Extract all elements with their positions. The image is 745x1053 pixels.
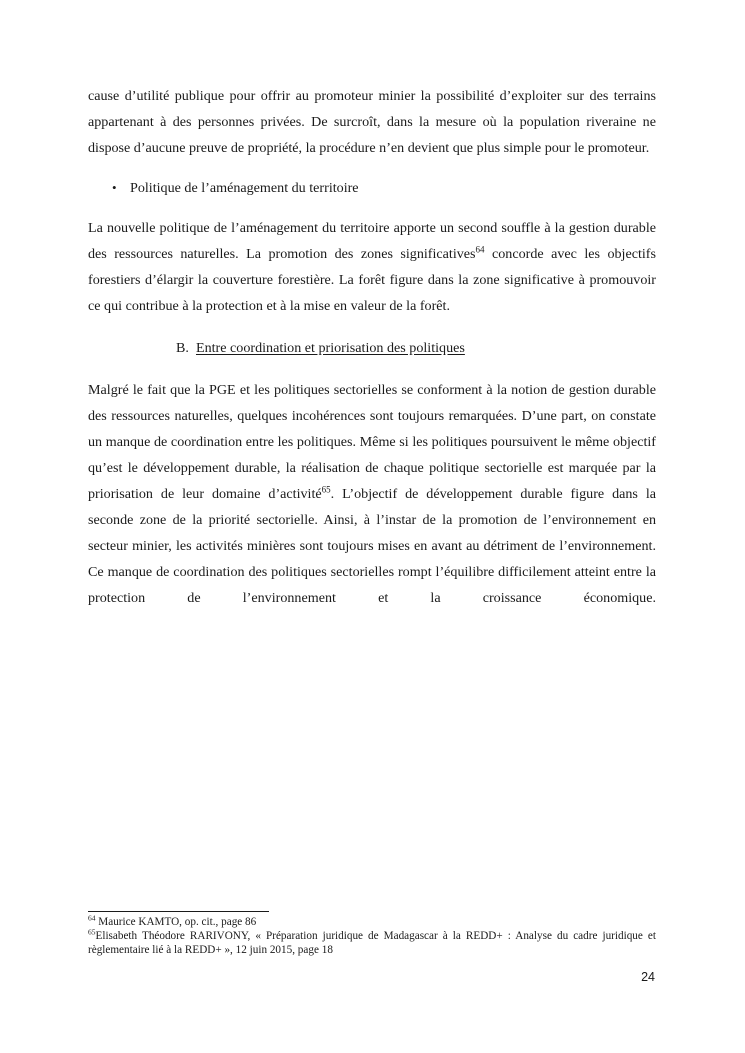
spacer [88,161,656,175]
spacer [88,201,656,215]
footnote-number: 65 [88,927,96,937]
spacer [88,319,656,335]
section-heading-title: Entre coordination et priorisation des politiques [195,340,465,356]
footnote-text: Elisabeth Théodore RARIVONY, « Préparation juridique de Madagascar à la REDD+ : Analyse du cadre juridique et règlementaire lié à la REDD+ », 12 juin 2015, page 18 [88,930,656,956]
paragraph-expropriation: cause d’utilité publique pour offrir au promoteur minier la possibilité d’exploiter sur des terrains appartenant à des personnes privées. De surcroît, dans la mesure où la population riveraine ne dispose d’aucune preuve de propriété, la procédure n’en devient que plus simple pour le promoteur. [88,88,656,156]
footnote-number: 64 [88,913,96,923]
paragraph-amenagement-text-b: concorde avec les objectifs forestiers d’élargir la couverture forestière. La forêt figure dans la zone significative à promouvoir ce qui contribue à la protection et à la mise en valeur de la forêt. [88,246,656,314]
paragraph-amenagement [88,215,656,319]
bullet-label: Politique de l’aménagement du territoire [130,180,359,196]
footnote-ref-64[interactable]: 64 [475,244,485,255]
footnote-ref-65[interactable]: 65 [321,484,331,495]
bullet-item-amenagement [88,175,656,201]
footnote-65 [88,929,656,957]
document-body [88,83,656,611]
spacer [88,361,656,377]
paragraph-coordination [88,377,656,611]
section-heading-b [88,335,656,361]
footnote-text: Maurice KAMTO, op. cit., page 86 [95,916,257,928]
footnotes-area [88,911,656,957]
paragraph-coordination-text-a: Malgré le fait que la PGE et les politiques sectorielles se conforment à la notion de gestion durable des ressources naturelles, quelques incohérences sont toujours remarquées. D’une part, on constate un manque de coordination entre les politiques. Même si les politiques poursuivent le même objectif qu’est le développement durable, la réalisation de chaque politique sectorielle est marquée par la priorisation de leur domaine d’activité [88,382,656,502]
section-heading-marker: B. [176,340,189,356]
page-number: 24 [641,970,655,984]
paragraph-amenagement-text-a: La nouvelle politique de l’aménagement du territoire apporte un second souffle à la gestion durable des ressources naturelles. La promotion des zones significatives [88,220,656,262]
footnote-64 [88,915,656,929]
paragraph-coordination-text-b: . L’objectif de développement durable figure dans la seconde zone de la priorité sectorielle. Ainsi, à l’instar de la promotion de l’environnement en secteur minier, les activités minières sont toujours mises en avant au détriment de l’environnement. Ce manque de coordination des politiques sectorielles rompt l’équilibre difficilement atteint entre la protection de l’environnement et la croissance économique. [88,486,657,606]
footnote-separator [88,911,269,912]
bullet-icon: • [112,180,117,195]
